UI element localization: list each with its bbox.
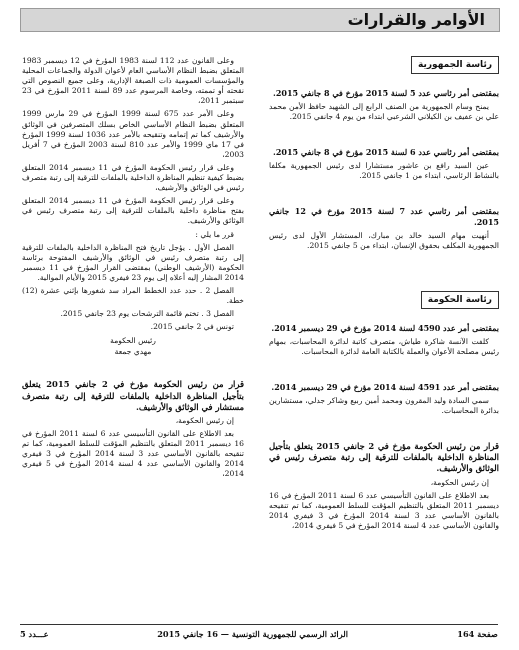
paragraph: وعلى قرار رئيس الحكومة المؤرخ في 11 ديسمبر 2014 المتعلق بفتح مناظرة داخلية بالملفات للترقية إلى رتبة متصرف رئيس في الوثائق والأرشيف. [22, 196, 244, 226]
decree-heading: بمقتضى أمر رئاسي عدد 5 لسنة 2015 مؤرخ في 8 جانفي 2015. [273, 88, 499, 98]
banner-title: الأوامر والقرارات [347, 10, 485, 29]
paragraph: وعلى قرار رئيس الحكومة المؤرخ في 11 ديسمبر 2014 المتعلق بضبط كيفية تنظيم المناظرة الداخلية بالملفات للترقية إلى رتبة متصرف رئيس في الوثائق والأرشيف، [22, 162, 244, 193]
order-body: بعد الاطلاع على القانون التأسيسي عدد 6 لسنة 2011 المؤرخ في 16 ديسمبر 2011 المتعلق بالتنظيم المؤقت للسلط العمومية، كما تم تنقيحه بالقانون الأساسي عدد 3 لسنة 2014 المؤرخ في 3 فيفري 2014 والقانون الأساسي عدد 4 لسنة 2014 المؤرخ في 5 فيفري 2014، [22, 429, 245, 479]
decree-heading: بمقتضى أمر عدد 4591 لسنة 2014 مؤرخ في 29 ديسمبر 2014. [271, 381, 499, 392]
article: الفصل الأول . يؤجل تاريخ فتح المناظرة الداخلية بالملفات للترقية إلى رتبة متصرف رئيس في الوثائق والأرشيف المفتوحة برئاسة الحكومة (الأرشيف الوطني) بمقتضى القرار المؤرخ في 11 ديسمبر 2014 المشار إليه أعلاه إلى يوم 23 فيفري 2015 والأيام الموالية. [22, 242, 244, 282]
left-column [22, 56, 244, 483]
date-line: تونس في 2 جانفي 2015. [150, 322, 234, 332]
signature-title: رئيس الحكومة [110, 336, 156, 346]
article: الفصل 3 . تختم قائمة الترشحات يوم 23 جانفي 2015. [60, 309, 234, 319]
page-number: صفحة 164 [457, 629, 498, 639]
order-intro: إن رئيس الحكومة، [175, 415, 234, 425]
order-heading: قرار من رئيس الحكومة مؤرخ في 2 جانفي 2015 يتعلق بتأجيل المناظرة الداخلية بالملفات للترقية إلى رتبة متصرف رئيس في الوثائق والأرشيف. [269, 440, 500, 474]
section-government: رئاسة الحكومة [421, 291, 499, 309]
decree-body: يمنح وسام الجمهورية من الصنف الرابع إلى الشهيد حافظ الأمن محمد علي بن عفيف بن الكيلاني الشرعبي ابتداء من يوم 4 جانفي 2015. [269, 102, 499, 122]
order-heading: قرار من رئيس الحكومة مؤرخ في 2 جانفي 2015 يتعلق بتأجيل المناظرة الداخلية بالملفات للترقية إلى رتبة متصرف مستشار في الوثائق والأرشيف. [22, 379, 245, 412]
paragraph: وعلى القانون عدد 112 لسنة 1983 المؤرخ في 12 ديسمبر 1983 المتعلق بضبط النظام الأساسي العام لأعوان الدولة والجماعات المحلية والمؤسسات العمومية ذات الصبغة الإدارية، وعلى جميع النصوص التي نقحته أو تممته، وخاصة المرسوم عدد 89 لسنة 2011 المؤرخ في 23 سبتمبر 2011، [22, 56, 244, 106]
right-column [269, 56, 499, 534]
decree-heading: بمقتضى أمر رئاسي عدد 7 لسنة 2015 مؤرخ في 12 جانفي 2015. [269, 206, 500, 228]
article: الفصل 2 . حدد عدد الخطط المراد سد شغورها بإثني عشرة (12) خطة. [22, 285, 244, 306]
gazette-title: الرائد الرسمي للجمهورية التونسية — 16 جانفي 2015 [157, 629, 348, 639]
decree-body: عين السيد رافع بن عاشور مستشارا لدى رئيس الجمهورية مكلفا بالنشاط الرئاسي، ابتداء من 1 جانفي 2015. [269, 161, 499, 181]
signature-block [22, 336, 244, 357]
paragraph: قرر ما يلي : [195, 229, 234, 239]
section-banner [20, 8, 500, 32]
issue-number: عـــدد 5 [20, 629, 49, 639]
decree-body: سمي السادة وليد المقرون ومحمد أمين ربيع وشاكر جدلي، مستشارين بدائرة المحاسبات. [269, 395, 499, 415]
order-intro: إن رئيس الحكومة، [430, 477, 489, 487]
decree-heading: بمقتضى أمر رئاسي عدد 6 لسنة 2015 مؤرخ في 8 جانفي 2015. [273, 147, 499, 158]
decree-heading: بمقتضى أمر عدد 4590 لسنة 2014 مؤرخ في 29 ديسمبر 2014. [271, 322, 499, 333]
section-presidency: رئاسة الجمهورية [411, 56, 499, 74]
signature-name: مهدي جمعة [114, 346, 152, 356]
paragraph: وعلى الأمر عدد 675 لسنة 1999 المؤرخ في 29 مارس 1999 المتعلق بضبط النظام الأساسي الخاص بسلك المتصرفين في الوثائق والأرشيف كما تم إتمامه وتنقيحه بالأمر عدد 1036 لسنة 1999 المؤرخ في 17 ماي 1999 والأمر عدد 810 لسنة 2003 المؤرخ في 7 أفريل 2003، [22, 109, 244, 159]
footer-rule [20, 624, 498, 625]
order-body: بعد الاطلاع على القانون التأسيسي عدد 6 لسنة 2011 المؤرخ في 16 ديسمبر 2011 المتعلق بالتنظيم المؤقت للسلط العمومية، كما تم تنقيحه بالقانون الأساسي عدد 3 لسنة 2014 المؤرخ في 3 فيفري 2014 والقانون الأساسي عدد 4 لسنة 2014 المؤرخ في 5 فيفري 2014، [269, 490, 500, 530]
decree-body: كلفت الآنسة شاكرة طياش، متصرف كاتبة لدائرة المحاسبات، بمهام رئيس مصلحة الأعوان والعملة بالكتابة العامة لدائرة المحاسبات. [269, 336, 499, 356]
decree-body: أنهيت مهام السيد خالد بن مبارك، المستشار الأول لدى رئيس الجمهورية المكلف بحقوق الإنسان، ابتداء من 5 جانفي 2015. [269, 231, 499, 251]
